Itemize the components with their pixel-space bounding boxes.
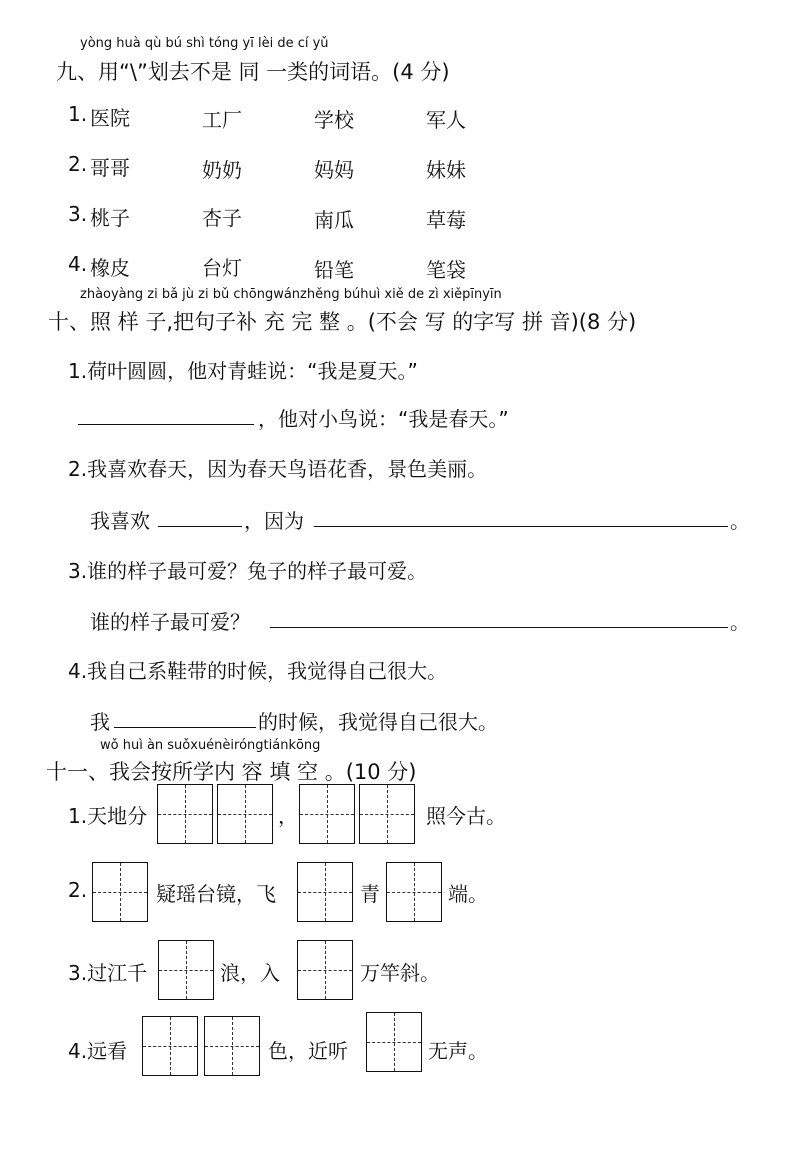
s11-q3-post: 万竿斜。 <box>360 961 440 985</box>
s11-q1-box4[interactable] <box>359 784 415 844</box>
s9-row1-num: 1. <box>68 102 88 126</box>
section11-title: 十一、我会按所学内 容 填 空 。(10 分) <box>46 760 417 784</box>
s11-q3-box1[interactable] <box>158 940 214 1000</box>
section11-pinyin: wǒ huì àn suǒxuénèiróngtiánkōng <box>100 738 321 753</box>
s11-q2-box2[interactable] <box>297 862 353 922</box>
s9-row2-w2[interactable]: 奶奶 <box>202 158 242 182</box>
section10-title: 十、照 样 子,把句子补 充 完 整 。(不会 写 的字写 拼 音)(8 分) <box>48 310 637 334</box>
s11-q2-mid1: 疑瑶台镜，飞 <box>156 882 276 906</box>
s11-q3-box2[interactable] <box>297 940 353 1000</box>
s10-q1-fill: ，他对小鸟说：“我是春天。” <box>258 407 509 431</box>
s9-row2-w3[interactable]: 妈妈 <box>314 158 354 182</box>
s9-row1-w4[interactable]: 军人 <box>426 108 466 132</box>
s11-q1-mid: ， <box>278 804 298 828</box>
s9-row3-num: 3. <box>68 202 88 226</box>
section10-pinyin: zhàoyàng zi bǎ jù zi bǔ chōngwánzhěng búhuì xiě de zì xiěpīnyīn <box>80 287 502 302</box>
s9-row4-w2[interactable]: 台灯 <box>202 256 242 280</box>
s10-q4-blank[interactable] <box>114 727 256 728</box>
s11-q2-box3[interactable] <box>386 862 442 922</box>
s11-q4-box1[interactable] <box>142 1016 198 1076</box>
s9-row2-w4[interactable]: 妹妹 <box>426 158 466 182</box>
s10-q2-fill-a: 我喜欢 <box>90 509 150 533</box>
s10-q3-blank[interactable] <box>270 627 728 628</box>
s9-row4-num: 4. <box>68 252 88 276</box>
s11-q3-mid: 浪，入 <box>220 961 280 985</box>
s10-q3-end: 。 <box>730 610 750 634</box>
s11-q2-box1[interactable] <box>92 862 148 922</box>
s9-row1-w2[interactable]: 工厂 <box>202 108 242 132</box>
s10-q2-blank1[interactable] <box>158 526 242 527</box>
s10-q1-example: 1.荷叶圆圆，他对青蛙说：“我是夏天。” <box>68 359 418 383</box>
s9-row2-num: 2. <box>68 152 88 176</box>
s11-q2-pre: 2. <box>68 878 88 902</box>
s11-q1-box3[interactable] <box>299 784 355 844</box>
s10-q3-example: 3.谁的样子最可爱？兔子的样子最可爱。 <box>68 559 428 583</box>
s10-q4-fill-b: 的时候，我觉得自己很大。 <box>258 710 498 734</box>
s11-q4-pre: 4.远看 <box>68 1039 128 1063</box>
s9-row2-w1[interactable]: 哥哥 <box>90 156 130 180</box>
s9-row4-w4[interactable]: 笔袋 <box>426 258 466 282</box>
s9-row3-w2[interactable]: 杏子 <box>202 206 242 230</box>
s10-q1-blank[interactable] <box>78 424 254 425</box>
s9-row1-w3[interactable]: 学校 <box>314 108 354 132</box>
s10-q2-end: 。 <box>730 509 750 533</box>
s11-q1-post: 照今古。 <box>426 804 506 828</box>
s9-row4-w1[interactable]: 橡皮 <box>90 256 130 280</box>
s9-row4-w3[interactable]: 铅笔 <box>314 258 354 282</box>
s10-q2-blank2[interactable] <box>314 526 728 527</box>
s9-row3-w3[interactable]: 南瓜 <box>314 208 354 232</box>
s11-q1-box2[interactable] <box>217 784 273 844</box>
s9-row3-w1[interactable]: 桃子 <box>90 206 130 230</box>
s11-q3-pre: 3.过江千 <box>68 961 148 985</box>
s11-q1-box1[interactable] <box>157 784 213 844</box>
s9-row3-w4[interactable]: 草莓 <box>426 208 466 232</box>
s11-q4-box2[interactable] <box>204 1016 260 1076</box>
s10-q4-example: 4.我自己系鞋带的时候，我觉得自己很大。 <box>68 659 448 683</box>
s11-q2-mid2: 青 <box>360 882 380 906</box>
section9-pinyin: yòng huà qù bú shì tóng yī lèi de cí yǔ <box>80 36 329 51</box>
s10-q3-fill-a: 谁的样子最可爱？ <box>90 610 250 634</box>
section9-title: 九、用“\”划去不是 同 一类的词语。(4 分) <box>56 60 450 84</box>
s11-q4-post: 无声。 <box>428 1039 488 1063</box>
s11-q2-post: 端。 <box>448 882 488 906</box>
s9-row1-w1[interactable]: 医院 <box>90 106 130 130</box>
s11-q4-box3[interactable] <box>366 1012 422 1072</box>
s10-q2-example: 2.我喜欢春天，因为春天鸟语花香，景色美丽。 <box>68 457 488 481</box>
s11-q4-mid: 色，近听 <box>268 1039 348 1063</box>
s10-q4-fill-a: 我 <box>90 710 110 734</box>
s11-q1-pre: 1.天地分 <box>68 804 148 828</box>
s10-q2-fill-b: ，因为 <box>244 509 304 533</box>
